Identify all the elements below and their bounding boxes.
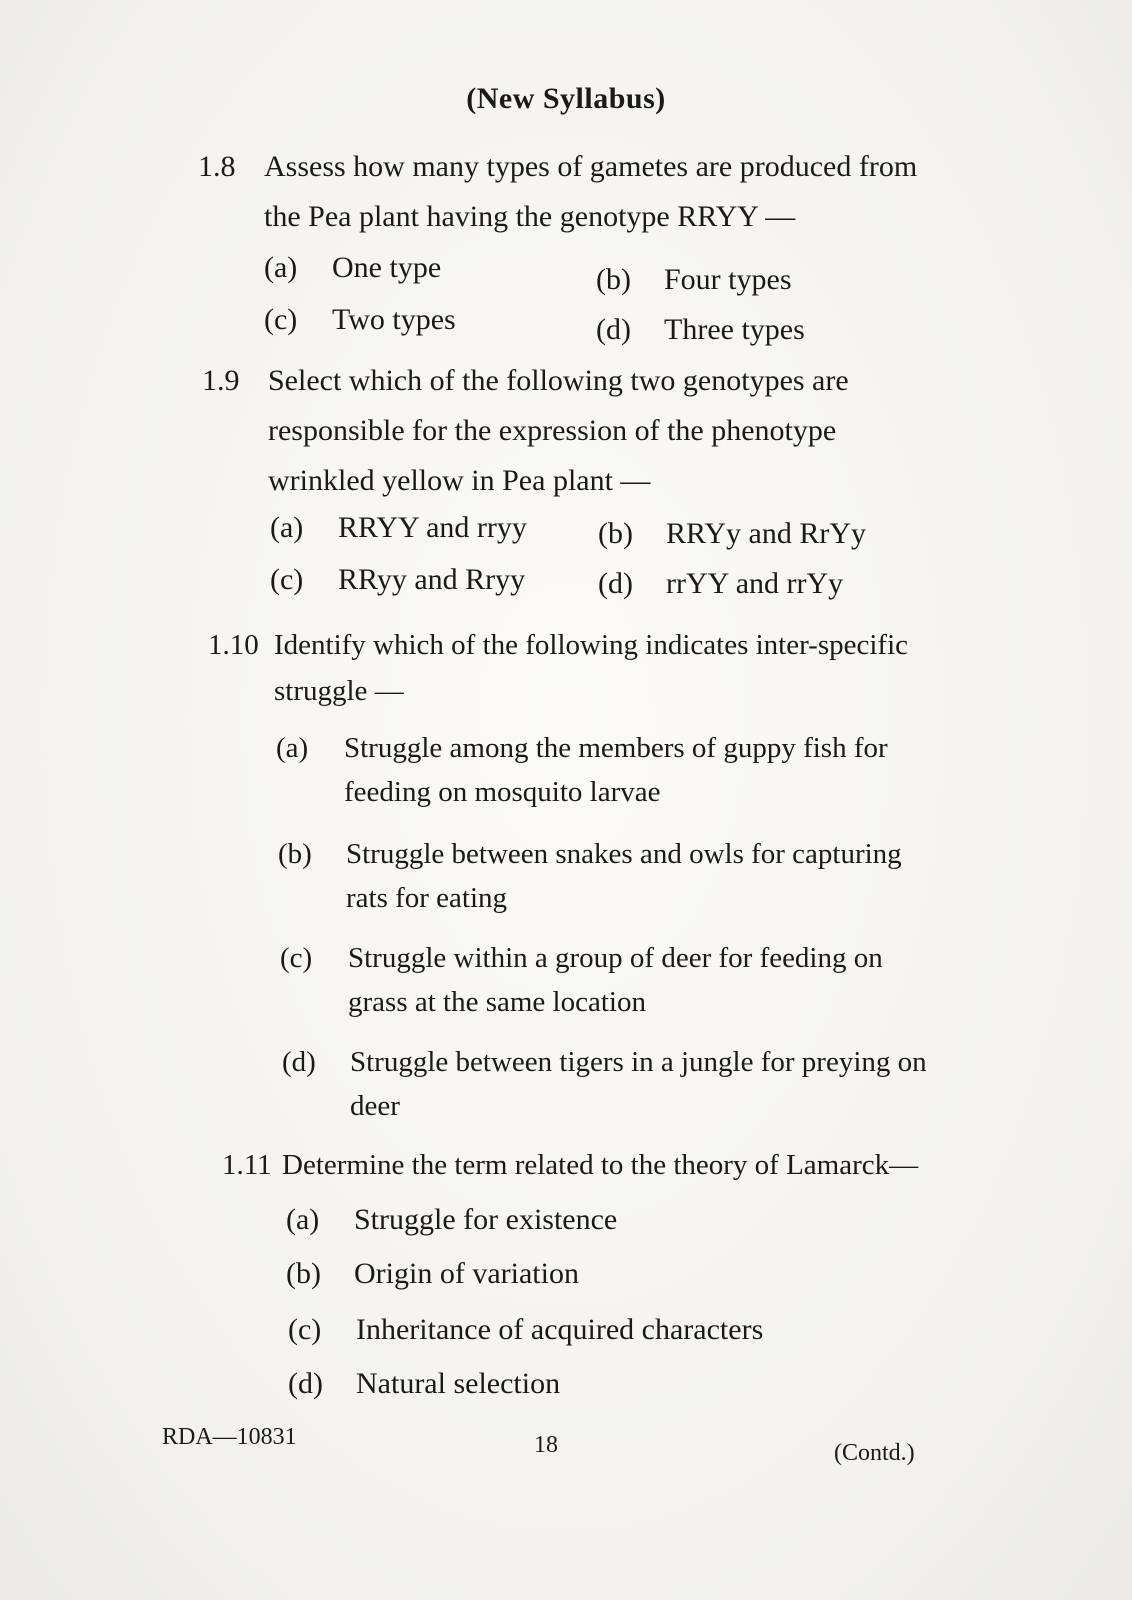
option-text: Struggle between tigers in a jungle for preying on deer: [350, 1046, 927, 1122]
page-number: 18: [534, 1432, 558, 1458]
page-title: (New Syllabus): [466, 82, 666, 115]
option-label: (c): [264, 303, 298, 336]
option-text: Two types: [332, 303, 456, 336]
option-c[interactable]: [264, 298, 456, 342]
question-text: Select which of the following two genotypes are responsible for the expression of the phenotype wrinkled yellow in Pea plant —: [268, 364, 849, 497]
option-label: (b): [286, 1257, 321, 1290]
option-text: Natural selection: [356, 1367, 561, 1400]
option-d[interactable]: [596, 308, 805, 352]
option-text: RRyy and Rryy: [338, 563, 526, 596]
option-c[interactable]: [270, 558, 525, 602]
option-label: (d): [282, 1046, 316, 1078]
option-label: (c): [270, 563, 304, 596]
question-text: Assess how many types of gametes are produced from the Pea plant having the genotype RRYY —: [264, 150, 918, 233]
option-label: (a): [270, 511, 304, 544]
option-a[interactable]: [270, 506, 527, 550]
option-label: (d): [596, 313, 631, 346]
question-text: Determine the term related to the theory of Lamarck—: [282, 1149, 919, 1181]
option-text: Inheritance of acquired characters: [356, 1313, 764, 1346]
option-label: (a): [286, 1203, 320, 1236]
option-b[interactable]: [598, 512, 866, 556]
option-c[interactable]: [288, 1308, 763, 1352]
option-text: One type: [332, 251, 442, 284]
question-1-11: [222, 1140, 942, 1190]
question-1-9: [202, 356, 938, 506]
option-text: Origin of variation: [354, 1257, 579, 1290]
question-number: 1.9: [202, 364, 240, 397]
option-d[interactable]: [598, 562, 843, 606]
option-text: rrYY and rrYy: [666, 567, 844, 600]
option-label: (a): [276, 732, 309, 764]
contd-label: (Contd.): [834, 1440, 915, 1466]
option-a[interactable]: [286, 1198, 617, 1242]
option-label: (b): [596, 263, 631, 296]
option-text: Struggle among the members of guppy fish for feeding on mosquito larvae: [344, 732, 888, 808]
option-label: (a): [264, 251, 298, 284]
paper-code: RDA—10831: [162, 1424, 297, 1450]
question-number: 1.11: [222, 1149, 272, 1181]
option-text: Three types: [664, 313, 805, 346]
option-d[interactable]: [288, 1362, 560, 1406]
option-label: (b): [278, 838, 312, 870]
option-label: (d): [288, 1367, 323, 1400]
question-number: 1.8: [198, 150, 236, 183]
option-b[interactable]: [596, 258, 792, 302]
question-text: Identify which of the following indicates inter-specific struggle —: [274, 629, 908, 707]
option-label: (c): [280, 942, 313, 974]
option-c[interactable]: [280, 936, 950, 1028]
option-label: (c): [288, 1313, 322, 1346]
option-label: (b): [598, 517, 633, 550]
question-1-8: [198, 142, 938, 252]
option-label: (d): [598, 567, 633, 600]
option-text: RRYY and rryy: [338, 511, 527, 544]
option-text: RRYy and RrYy: [666, 517, 867, 550]
option-text: Four types: [664, 263, 792, 296]
option-text: Struggle for existence: [354, 1203, 618, 1236]
question-1-10: [208, 622, 938, 722]
option-a[interactable]: [276, 726, 946, 818]
option-d[interactable]: [282, 1040, 952, 1132]
option-text: Struggle between snakes and owls for capturing rats for eating: [346, 838, 902, 914]
option-a[interactable]: [264, 246, 441, 290]
option-text: Struggle within a group of deer for feeding on grass at the same location: [348, 942, 883, 1018]
option-b[interactable]: [286, 1252, 579, 1296]
question-number: 1.10: [208, 629, 259, 661]
option-b[interactable]: [278, 832, 948, 924]
